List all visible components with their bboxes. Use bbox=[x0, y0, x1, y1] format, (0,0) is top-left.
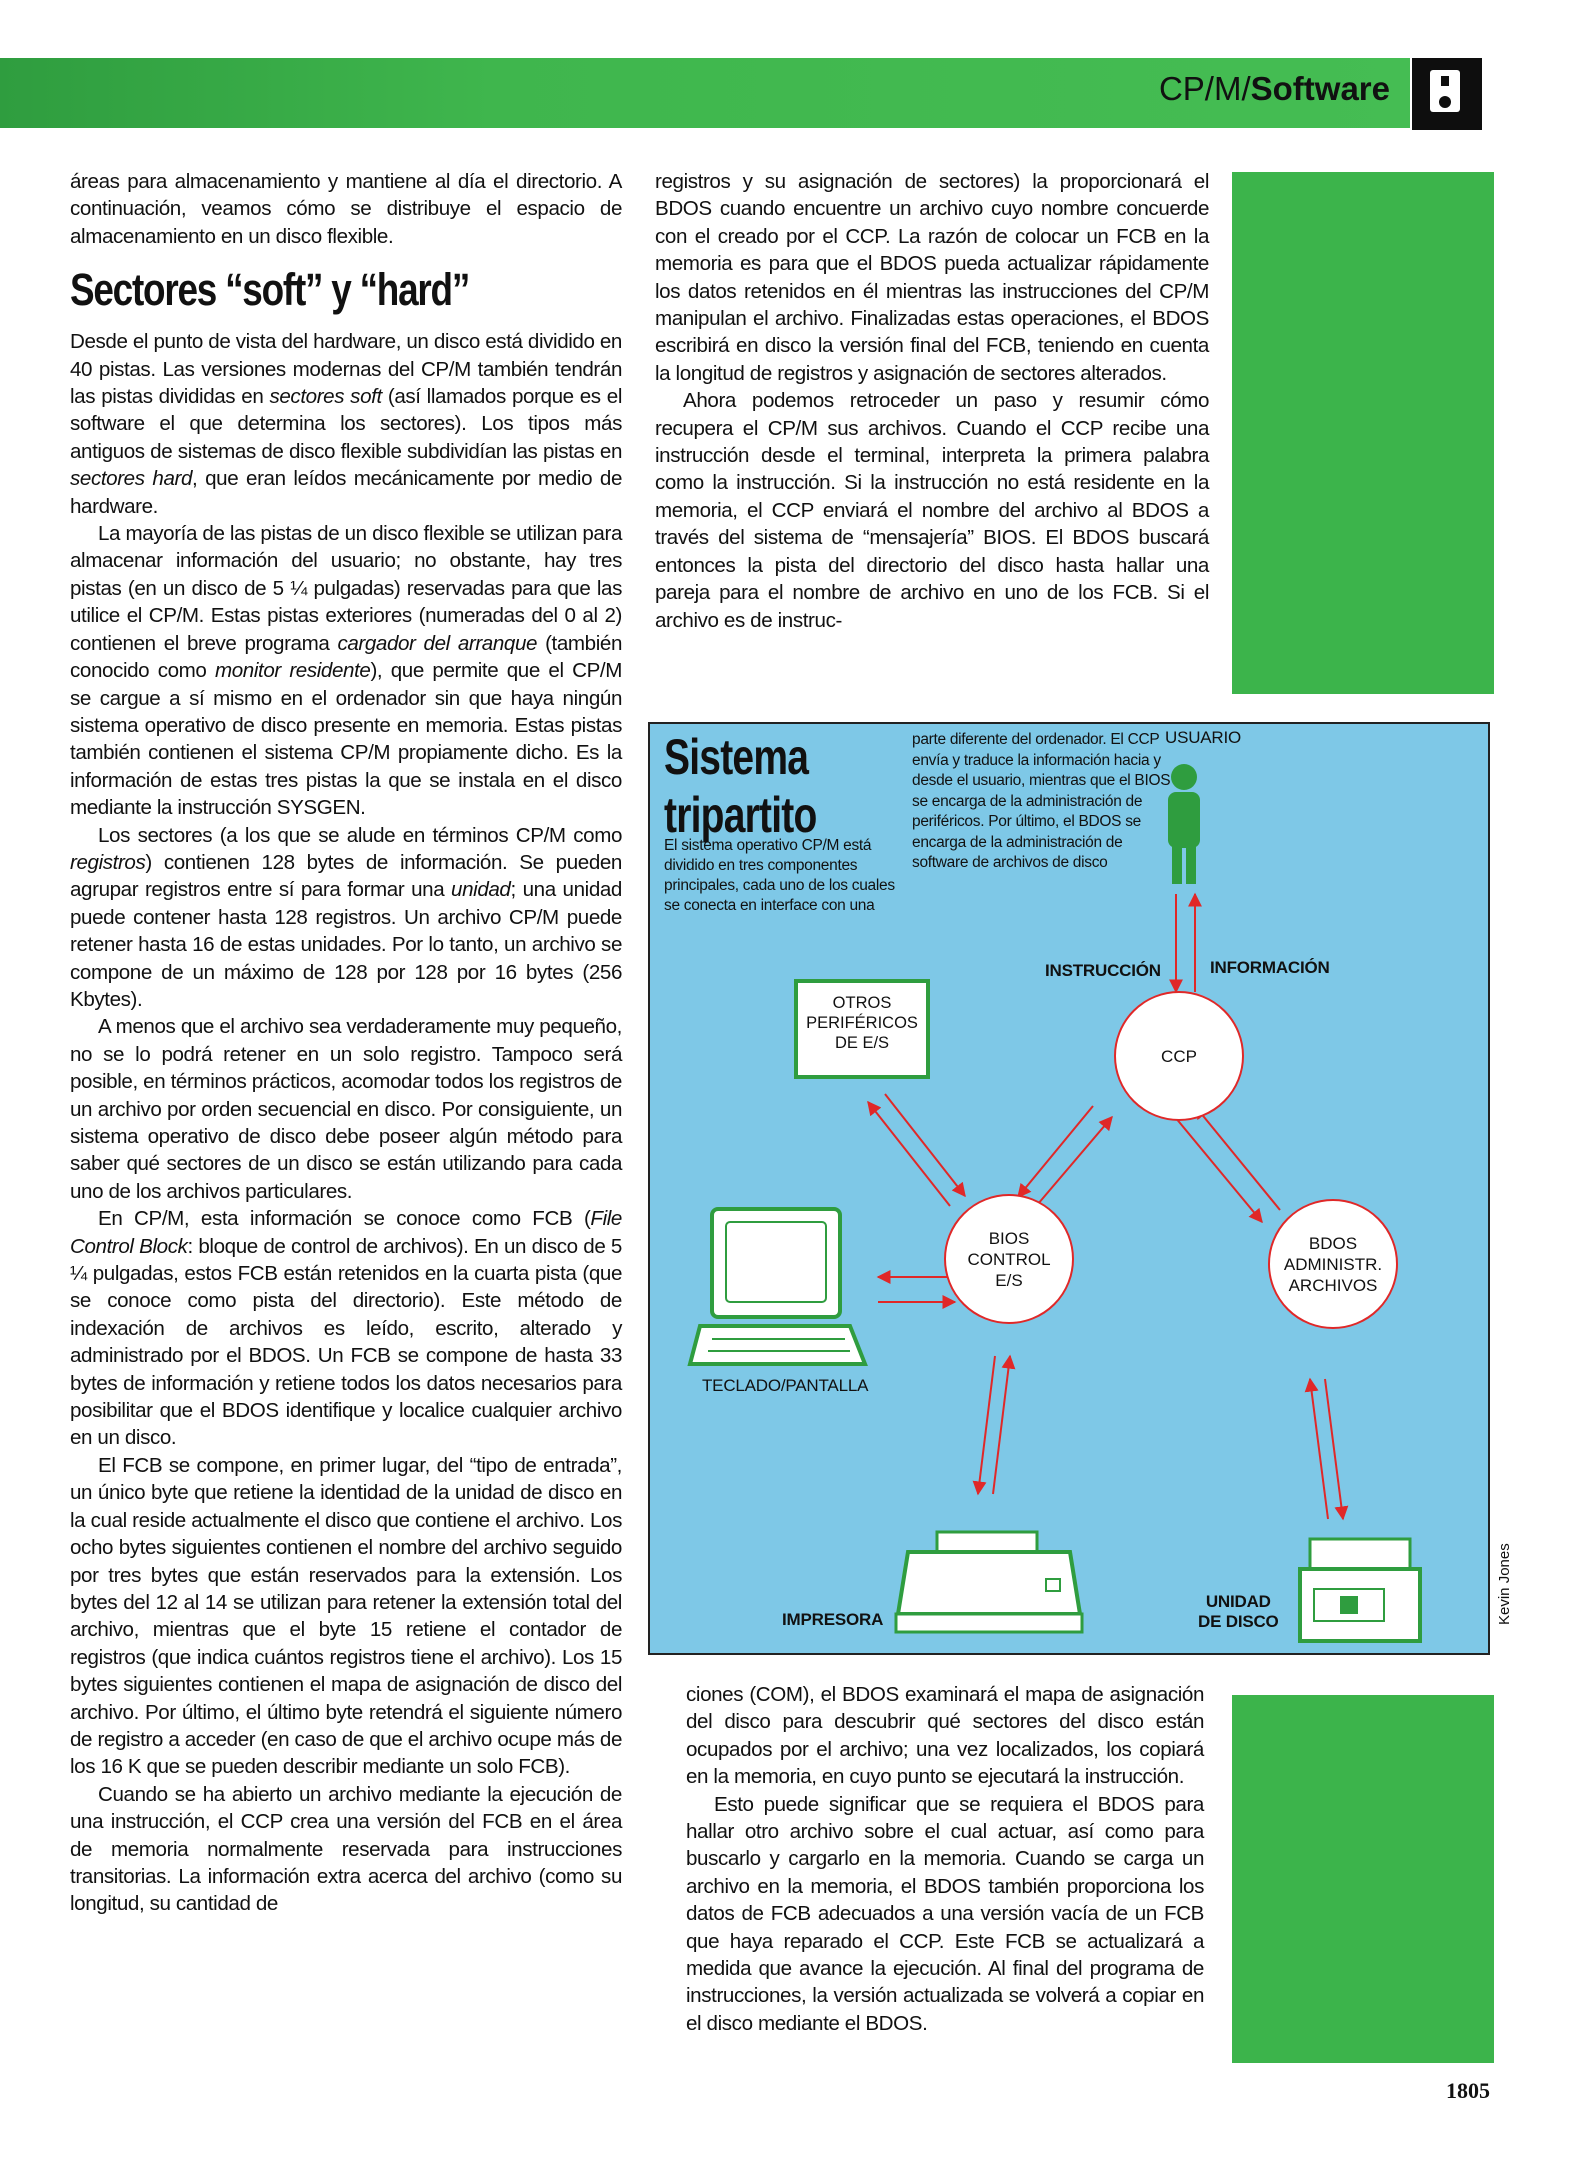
paragraph: El FCB se compone, en primer lugar, del “tipo de entrada”, un único byte que retiene la identidad de la unidad de disco en la cual reside actualmente el disco que contiene el archivo. Los ocho bytes siguientes contienen el nombre del archivo seguido por tres bytes que están reservados para la extensión. Los bytes del 12 al 14 se utilizan para retener la extensión total del archivo, mientras que el byte 15 retiene el contador de registros (que indica cuántos registros tiene el archivo). Los 15 bytes siguientes contienen el mapa de asignación de disco del archivo. Por último, el último byte retendrá el siguiente número de registro a acceder (en caso de que el archivo ocupe más de los 16 K que se pueden describir mediante un solo FCB). bbox=[70, 1453, 622, 1779]
label-informacion: INFORMACIÓN bbox=[1210, 958, 1330, 977]
green-margin-box bbox=[1232, 1695, 1494, 2063]
circle-bdos: BDOS ADMINISTR. ARCHIVOS bbox=[1268, 1199, 1398, 1329]
paragraph: En CP/M, esta información se conoce como FCB (File Control Block: bloque de control de archivos). En un disco de 5 ¼ pulgadas, estos FCB están retenidos en la cuarta pista (que se conoce como pista del directorio). Este método de indexación de archivos es leído, escrito, alterado y administrado por el BDOS. Un FCB se compone de hasta 33 bytes de información y retiene todos los datos necesarios para posibilitar que el BDOS identifique y localice cualquier archivo en un disco. bbox=[70, 1207, 622, 1450]
paragraph: La mayoría de las pistas de un disco flexible se utilizan para almacenar información del usuario; no obstante, hay tres pistas (en un disco de 5 ¼ pulgadas) reservadas para que las utilice el CP/M. Estas pistas exteriores (numeradas del 0 al 2) contienen el breve programa cargador del arranque (también conocido como monitor residente), que permite que el CP/M se cargue a sí mismo en el ordenador sin que haya ningún sistema operativo de disco presente en memoria. Estas pistas también contienen el sistema CP/M propiamente dicho. Es la información de estas tres pistas la que se instala en el disco mediante la instrucción SYSGEN. bbox=[70, 522, 622, 820]
illustrator-credit: Kevin Jones bbox=[1496, 1543, 1513, 1625]
paragraph: Los sectores (a los que se alude en términos CP/M como registros) contienen 128 bytes de información. Se pueden agrupar registros entre sí para formar una unidad; una unidad puede contener hasta 128 registros. Un archivo CP/M puede retener hasta 16 de estas unidades. Por lo tanto, un archivo se compone de un máximo de 128 por 128 por 16 bytes (256 Kbytes). bbox=[70, 823, 622, 1011]
paragraph: ciones (COM), el BDOS examinará el mapa de asignación del disco para descubrir qué sectores del disco están ocupados por el archivo; una vez localizados, los copiará en la memoria, en cuyo punto se ejecutará la instrucción. bbox=[686, 1683, 1204, 1789]
paragraph: Ahora podemos retroceder un paso y resumir cómo recupera el CP/M sus archivos. Cuando el CCP recibe una instrucción desde el terminal, interpreta la primera palabra como la instrucción. Si la instrucción no está residente en la memoria, el CCP enviará el nombre del archivo al BDOS a través del sistema de “mensajería” BIOS. El BDOS buscará entonces la pista del directorio del disco hasta hallar una pareja para el nombre de archivo en uno de los FCB. Si el archivo es de instruc- bbox=[655, 389, 1209, 632]
section-heading: Sectores “soft” y “hard” bbox=[70, 264, 470, 316]
section-title: CP/M/Software bbox=[1158, 70, 1390, 107]
green-margin-box bbox=[1232, 172, 1494, 694]
label-instruccion: INSTRUCCIÓN bbox=[1045, 961, 1161, 980]
terminal-icon bbox=[690, 1209, 865, 1364]
label-impresora: IMPRESORA bbox=[782, 1610, 884, 1629]
right-column-top bbox=[655, 168, 1209, 634]
circle-ccp: CCP bbox=[1114, 991, 1244, 1121]
paragraph: áreas para almacenamiento y mantiene al día el directorio. A continuación, veamos cómo se distribuye el espacio de almacenamiento en un disco flexible. bbox=[70, 170, 622, 248]
page-number: 1805 bbox=[1446, 2078, 1490, 2103]
user-figure bbox=[1168, 764, 1200, 884]
label-unidad-de-disco: UNIDAD DE DISCO bbox=[1198, 1592, 1279, 1631]
diagram-sistema-tripartito bbox=[648, 722, 1490, 1655]
paragraph: Esto puede significar que se requiera el BDOS para hallar otro archivo sobre el cual actuar, así como para buscarlo y cargarlo en la memoria. Cuando se carga un archivo en la memoria, el BDOS también proporciona los datos de FCB adecuados a una versión vacía de un FCB que haya reparado el CCP. Este FCB se actualizará a medida que avance la ejecución. Al final del programa de instrucciones, la versión actualizada se volverá a copiar en el disco mediante el BDOS. bbox=[686, 1792, 1204, 2035]
label-usuario: USUARIO bbox=[1165, 728, 1242, 747]
label-teclado-pantalla: TECLADO/PANTALLA bbox=[702, 1376, 869, 1395]
diagram-description: parte diferente del ordenador. El CCP envía y traduce la información hacia y desde el usuario, mientras que el BIOS se encarga de la administración de periféricos. Por último, el BDOS se encarga de la administración de software de archivos de disco bbox=[912, 731, 1171, 871]
floppy-disk-icon bbox=[1412, 58, 1482, 130]
paragraph: registros y su asignación de sectores) la proporcionará el BDOS cuando encuentre un archivo cuyo nombre concuerde con el creado por el CCP. La razón de colocar un FCB en la memoria es para que el BDOS pueda actualizar rápidamente los datos retenidos en él mientras las instrucciones del CP/M manipulan el archivo. Finalizadas estas operaciones, el BDOS escribirá en disco la versión final del FCB, teniendo en cuenta la longitud de registros y asignación de sectores alterados. bbox=[655, 170, 1209, 385]
diagram-title: Sistema tripartito bbox=[664, 729, 817, 843]
paragraph: A menos que el archivo sea verdaderamente muy pequeño, no se lo podrá retener en un solo registro. Tampoco será posible, en términos prácticos, acomodar todos los registros de un archivo por orden secuencial en disco. Por consiguiente, un sistema operativo de disco debe poseer algún método para saber qué sectores de un disco se están utilizando para cada uno de los archivos particulares. bbox=[70, 1015, 622, 1203]
box-otros-perifericos: OTROS PERIFÉRICOS DE E/S bbox=[794, 979, 930, 1079]
disk-drive-icon bbox=[1300, 1539, 1420, 1641]
printer-icon bbox=[896, 1532, 1082, 1632]
diagram-intro: El sistema operativo CP/M está dividido en tres componentes principales, cada uno de los cuales se conecta en interface con una bbox=[664, 837, 895, 914]
left-column bbox=[70, 168, 622, 1918]
paragraph: Cuando se ha abierto un archivo mediante la ejecución de una instrucción, el CCP crea una versión del FCB en el área de memoria normalmente reservada para instrucciones transitorias. La información extra acerca del archivo (como su longitud, su cantidad de bbox=[70, 1782, 622, 1916]
paragraph: Desde el punto de vista del hardware, un disco está dividido en 40 pistas. Las versiones modernas del CP/M también tendrán las pistas divididas en sectores soft (así llamados porque es el software el que determina los sectores). Los tipos más antiguos de sistemas de disco flexible subdividían las pistas en sectores hard, que eran leídos mecánicamente por medio de hardware. bbox=[70, 330, 623, 518]
right-column-bottom bbox=[686, 1681, 1204, 2037]
circle-bios: BIOS CONTROL E/S bbox=[944, 1194, 1074, 1324]
diagram-graphics bbox=[650, 724, 1492, 1657]
